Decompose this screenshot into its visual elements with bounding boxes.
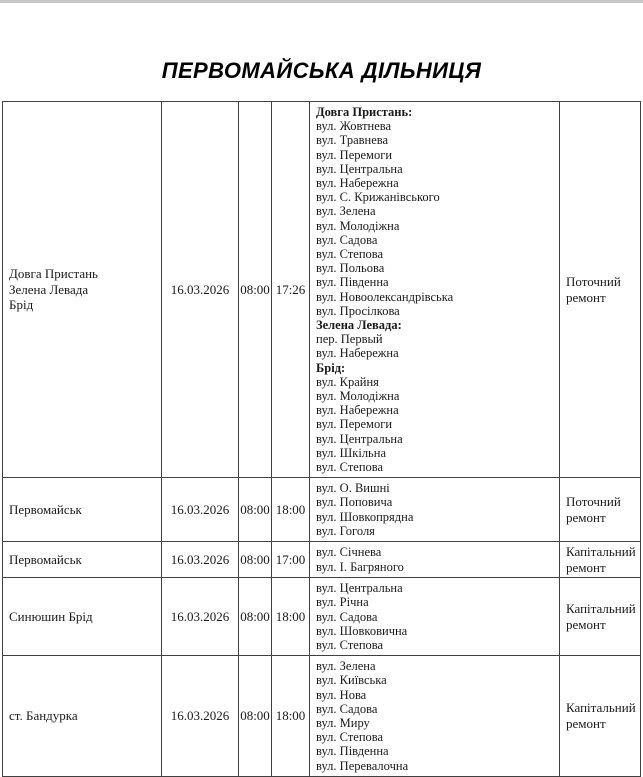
start-time-cell: 08:00 [239,578,272,656]
repair-type-cell: Капітальний ремонт [560,656,641,777]
streets-cell [310,542,560,578]
street-line: вул. Шовкопрядна [316,509,414,524]
street-line: вул. Набережна [316,346,399,361]
street-line: вул. Миру [316,715,370,730]
street-group-header: Брід: [316,360,346,375]
street-line: вул. Шовковична [316,623,408,638]
street-group-header: Довга Пристань: [316,105,413,119]
street-line: вул. Центральна [316,431,403,446]
street-line: вул. Жовтнева [316,119,392,134]
streets-cell [310,478,560,542]
street-line: вул. Перевалочна [316,758,409,773]
street-line: вул. Січнева [316,545,382,560]
end-time-cell: 17:00 [272,542,310,578]
street-group-header: Зелена Левада: [316,318,402,333]
location-line: Синюшин Брід [9,608,93,624]
date-cell: 16.03.2026 [162,478,239,542]
street-line: вул. Шкільна [316,445,386,460]
street-line: вул. Зелена [316,204,376,219]
street-line: вул. Поповича [316,495,393,510]
end-time-cell: 18:00 [272,656,310,777]
location-line: Довга Пристань [9,266,98,282]
location-line: Брід [9,297,34,313]
streets-cell [310,656,560,777]
location-line: Первомайськ [9,551,82,567]
repair-type-cell: Поточний ремонт [560,102,641,478]
date-cell: 16.03.2026 [162,542,239,578]
location-cell [3,478,162,542]
start-time-cell: 08:00 [239,542,272,578]
street-line: вул. Річна [316,595,369,610]
end-time-cell: 18:00 [272,478,310,542]
top-bar [0,0,643,3]
street-line: вул. Молодіжна [316,218,400,233]
street-line: вул. Центральна [316,161,403,176]
start-time-cell: 08:00 [239,656,272,777]
street-line: вул. Крайня [316,374,379,389]
street-line: вул. Перемоги [316,417,393,432]
streets-cell [310,578,560,656]
street-line: вул. С. Крижанівського [316,190,440,205]
street-line: вул. Набережна [316,403,399,418]
table-row [3,542,641,578]
outage-schedule-table [2,101,641,777]
street-line: вул. Нова [316,687,367,702]
table-row [3,102,641,478]
date-cell: 16.03.2026 [162,102,239,478]
street-line: пер. Первый [316,332,383,347]
start-time-cell: 08:00 [239,478,272,542]
location-cell [3,102,162,478]
street-line: вул. Центральна [316,581,403,596]
street-line: вул. Молодіжна [316,389,400,404]
street-line: вул. Травнева [316,133,389,148]
location-line: Первомайськ [9,501,82,517]
repair-type-cell: Поточний ремонт [560,478,641,542]
location-line: Зелена Левада [9,281,89,297]
street-line: вул. Степова [316,637,384,652]
street-line: вул. Степова [316,730,384,745]
table-body [3,102,641,777]
street-line: вул. Степова [316,247,384,262]
street-line: вул. Київська [316,673,387,688]
street-line: вул. Набережна [316,176,399,191]
street-line: вул. Новоолександрівська [316,289,454,304]
location-cell [3,578,162,656]
street-line: вул. О. Вишні [316,481,390,496]
street-line: вул. Гоголя [316,523,375,538]
street-line: вул. Садова [316,232,378,247]
street-line: вул. Садова [316,609,378,624]
street-line: вул. Садова [316,701,378,716]
page-title: ПЕРВОМАЙСЬКА ДІЛЬНИЦЯ [161,58,482,83]
repair-type-cell: Капітальний ремонт [560,578,641,656]
location-line: ст. Бандурка [9,708,78,724]
street-line: вул. Польова [316,261,385,276]
start-time-cell: 08:00 [239,102,272,478]
table-row [3,478,641,542]
street-line: вул. Південна [316,275,389,290]
streets-cell [310,102,560,478]
end-time-cell: 17:26 [272,102,310,478]
date-cell: 16.03.2026 [162,578,239,656]
street-line: вул. Перемоги [316,147,393,162]
location-cell [3,542,162,578]
repair-type-cell: Капітальний ремонт [560,542,641,578]
street-line: вул. Південна [316,744,389,759]
street-line: вул. Просілкова [316,303,400,318]
street-line: вул. Зелена [316,659,376,674]
street-line: вул. І. Багряного [316,559,404,574]
date-cell: 16.03.2026 [162,656,239,777]
street-line: вул. Степова [316,460,384,475]
end-time-cell: 18:00 [272,578,310,656]
location-cell [3,656,162,777]
table-row [3,656,641,777]
table-row [3,578,641,656]
